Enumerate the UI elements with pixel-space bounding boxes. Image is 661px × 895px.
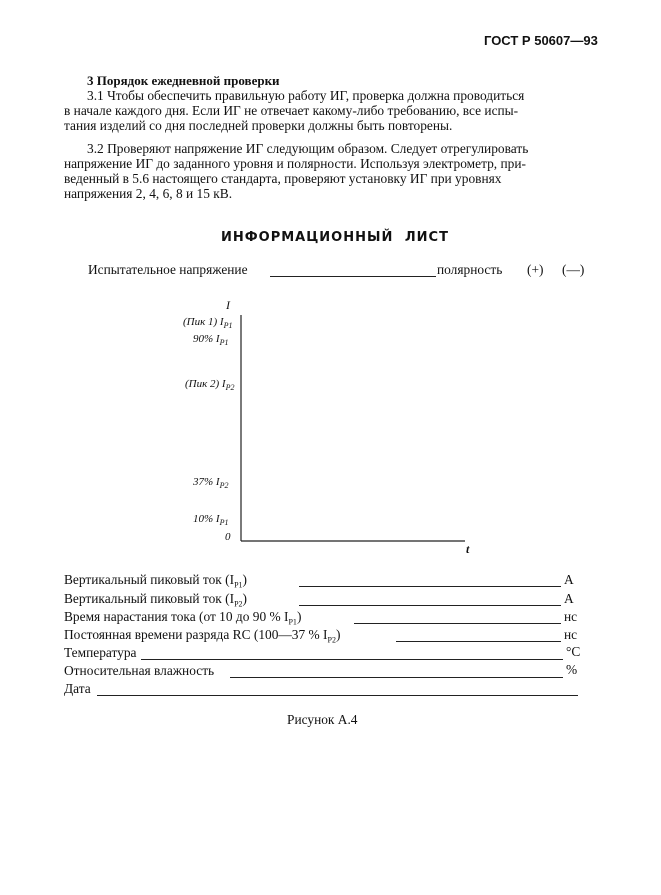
- field-unit: А: [564, 572, 574, 587]
- polarity-label: полярность: [437, 262, 503, 277]
- paragraph-line: тания изделий со дня последней проверки должны быть повторены.: [64, 118, 453, 133]
- y-tick-label-90: 90% $I_{P1}$: [193, 333, 229, 348]
- field-unit: %: [566, 662, 578, 677]
- field-label-peak2: Вертикальный пиковый ток $(I_{P2})$: [64, 591, 247, 609]
- polarity-minus: (—): [562, 262, 585, 277]
- field-input-peak1[interactable]: [299, 586, 561, 587]
- field-input-rise-time[interactable]: [354, 623, 561, 624]
- field-input-humidity[interactable]: [230, 677, 563, 678]
- voltage-input-line[interactable]: [270, 276, 436, 277]
- paragraph-line: напряжения 2, 4, 6, 8 и 15 кВ.: [64, 186, 233, 201]
- field-unit: нс: [564, 627, 578, 642]
- y-axis-label: I: [226, 298, 230, 312]
- field-input-date[interactable]: [97, 695, 578, 696]
- polarity-plus: (+): [527, 262, 544, 277]
- y-tick-label-peak1: (Пик 1) $I_{P1}$: [183, 316, 233, 331]
- document-code: ГОСТ Р 50607—93: [484, 33, 598, 48]
- field-label-rc: Постоянная времени разряда RC (100—37 % $I_{P2}$): [64, 627, 341, 645]
- field-label-humidity: Относительная влажность: [64, 663, 215, 678]
- sheet-title: ИНФОРМАЦИОННЫЙ ЛИСТ: [221, 230, 449, 245]
- y-tick-label-10: 10% $I_{P1}$: [193, 513, 229, 528]
- voltage-label: Испытательное напряжение: [88, 262, 248, 277]
- section-heading: 3 Порядок ежедневной проверки: [87, 73, 280, 88]
- field-label-peak1: Вертикальный пиковый ток $(I_{P1})$: [64, 572, 247, 590]
- y-tick-label-peak2: (Пик 2) $I_{P2}$: [185, 378, 235, 393]
- field-unit: °С: [566, 644, 581, 659]
- paragraph-line: 3.1 Чтобы обеспечить правильную работу ИГ, проверка должна проводиться: [87, 88, 525, 103]
- field-label-date: Дата: [64, 681, 91, 696]
- field-label-temperature: Температура: [64, 645, 137, 660]
- field-input-peak2[interactable]: [299, 605, 561, 606]
- y-tick-label-37: 37% $I_{P2}$: [193, 476, 229, 491]
- origin-label: 0: [225, 531, 231, 543]
- field-label-rise-time: Время нарастания тока (от 10 до 90 % $I_{P1}$): [64, 609, 302, 627]
- paragraph-line: веденный в 5.6 настоящего стандарта, проверяют установку ИГ при уровнях: [64, 171, 502, 186]
- field-input-rc[interactable]: [396, 641, 561, 642]
- field-unit: А: [564, 591, 574, 606]
- x-axis-label: t: [466, 542, 470, 556]
- field-input-temperature[interactable]: [141, 659, 563, 660]
- field-unit: нс: [564, 609, 578, 624]
- paragraph-line: 3.2 Проверяют напряжение ИГ следующим образом. Следует отрегулировать: [87, 141, 529, 156]
- figure-caption: Рисунок А.4: [287, 712, 358, 727]
- paragraph-line: напряжение ИГ до заданного уровня и полярности. Используя электрометр, при-: [64, 156, 526, 171]
- paragraph-line: в начале каждого дня. Если ИГ не отвечает какому-либо требованию, все испы-: [64, 103, 519, 118]
